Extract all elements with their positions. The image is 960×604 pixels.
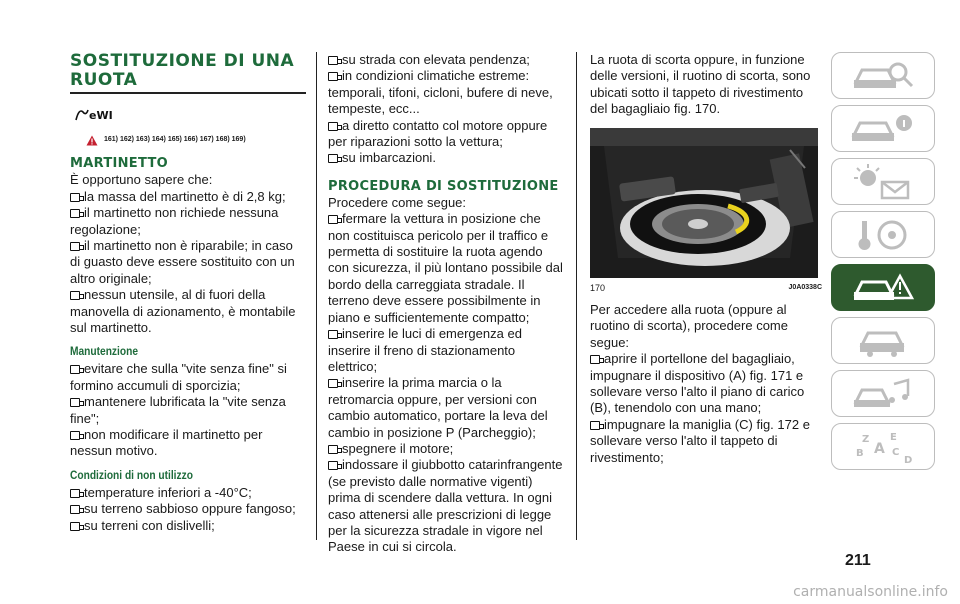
list-item: fermare la vettura in posizione che non costituisca pericolo per il traffico e permetta di sostituire la ruota agendo con sicurezza, il più lontano possibile dal bordo della carreggiata stradale. Il terreno deve essere possibilmente in piano e sufficientemente compatto;: [328, 211, 563, 325]
procedure-intro: Procedere come segue:: [328, 194, 467, 210]
not-used-heading: Condizioni di non utilizzo: [70, 467, 193, 482]
figure-code: J0A0338C: [788, 283, 822, 291]
maintenance-heading: Manutenzione: [70, 344, 138, 359]
tab-lights-message[interactable]: [831, 158, 935, 205]
procedure-list: [328, 211, 564, 556]
car-service-icon: [848, 323, 918, 359]
tab-tools-steering[interactable]: [831, 211, 935, 258]
bullet-icon: [70, 398, 80, 407]
jack-intro: È opportuno sapere che:: [70, 172, 213, 188]
tab-car-search[interactable]: [831, 52, 935, 99]
list-item: indossare il giubbotto catarinfrangente (se previsto dalle normative vigenti) prima di scendere dalla vettura. In ogni caso attenersi alle prescrizioni di legge per la sicurezza stradale in vigore nel Paese in cui si circola.: [328, 457, 563, 555]
tab-index[interactable]: [831, 423, 935, 470]
list-item: mantenere lubrificata la "vite senza fine";: [70, 394, 286, 426]
access-intro: Per accedere alla ruota (oppure al ruotino di scorta), procedere come segue:: [590, 302, 788, 350]
svg-text:eWI: eWI: [89, 108, 113, 122]
page-number: 211: [845, 552, 871, 569]
list-item: spegnere il motore;: [328, 441, 564, 457]
bullet-icon: [328, 379, 338, 388]
hazard-symbols: [70, 104, 306, 126]
bullet-icon: [70, 291, 80, 300]
maintenance-list: [70, 361, 306, 459]
bullet-icon: [70, 489, 80, 498]
svg-text:B: B: [856, 447, 864, 459]
tab-multimedia[interactable]: [831, 370, 935, 417]
bullet-icon: [328, 122, 338, 131]
svg-text:E: E: [890, 431, 897, 443]
bullet-icon: [590, 421, 600, 430]
svg-text:D: D: [904, 454, 913, 465]
list-item: in condizioni climatiche estreme: temporali, tifoni, cicloni, bufere di neve, tempeste, ecc...: [328, 68, 553, 117]
bullet-icon: [328, 56, 338, 65]
bullet-icon: [70, 209, 80, 218]
list-item: la massa del martinetto è di 2,8 kg;: [70, 189, 306, 205]
bullet-icon: [328, 154, 338, 163]
spare-wheel-figure: [590, 128, 818, 278]
not-used-continued-list: [328, 52, 564, 167]
bullet-icon: [70, 505, 80, 514]
tab-car-service[interactable]: [831, 317, 935, 364]
svg-text:A: A: [874, 440, 885, 457]
page-title: SOSTITUZIONE DI UNA RUOTA: [70, 51, 295, 90]
warnings-row: [70, 132, 306, 148]
bullet-icon: [70, 431, 80, 440]
bullet-icon: [70, 365, 80, 374]
watermark: carmanualsonline.info: [793, 584, 948, 600]
svg-text:C: C: [892, 446, 900, 458]
spare-wheel-intro: La ruota di scorta oppure, in funzione delle versioni, il ruotino di scorta, sono ubicati sotto il tappeto di rivestimento del bagagliaio fig. 170.: [590, 52, 811, 117]
column-2: [328, 52, 564, 556]
figure-caption: [590, 280, 822, 296]
figure-number: 170: [590, 282, 606, 293]
tab-emergency[interactable]: [831, 264, 935, 311]
list-item: non modificare il martinetto per nessun motivo.: [70, 427, 263, 459]
tab-car-info[interactable]: [831, 105, 935, 152]
emergency-car-icon: [848, 270, 918, 306]
svg-text:Z: Z: [862, 433, 870, 445]
warning-triangle-icon: [86, 135, 98, 146]
car-info-icon: [848, 111, 918, 147]
list-item: inserire le luci di emergenza ed inserire il freno di stazionamento elettrico;: [328, 326, 522, 374]
list-item: nessun utensile, al di fuori della manovella di azionamento, è montabile sul martinetto.: [70, 287, 296, 335]
spare-wheel-illustration: [590, 128, 818, 278]
not-used-list: [70, 485, 306, 534]
bullet-icon: [70, 193, 80, 202]
list-item: aprire il portellone del bagagliaio, impugnare il dispositivo (A) fig. 171 e sollevare verso l'alto il piano di carico (B), tenendolo con una mano;: [590, 351, 805, 416]
list-item: il martinetto non richiede nessuna regolazione;: [70, 205, 279, 237]
list-item: su imbarcazioni.: [328, 150, 564, 166]
car-multimedia-icon: [848, 376, 918, 412]
column-divider: [316, 52, 317, 540]
chapter-sidebar: [831, 52, 935, 476]
column-1: [70, 52, 306, 534]
list-item: su terreno sabbioso oppure fangoso;: [70, 501, 306, 517]
list-item: il martinetto non è riparabile; in caso di guasto deve essere sostituito con un altro originale;: [70, 237, 295, 286]
column-divider: [576, 52, 577, 540]
bullet-icon: [328, 445, 338, 454]
index-letters-icon: [848, 429, 918, 465]
list-item: su terreni con dislivelli;: [70, 518, 306, 534]
warning-references: 161) 162) 163) 164) 165) 166) 167) 168) 169): [104, 135, 246, 143]
access-list: [590, 351, 822, 466]
title-divider: [70, 92, 306, 94]
bullet-icon: [328, 215, 338, 224]
bullet-icon: [70, 522, 80, 531]
bullet-icon: [328, 72, 338, 81]
list-item: temperature inferiori a -40°C;: [70, 485, 306, 501]
list-item: a diretto contatto col motore oppure per riparazioni sotto la vettura;: [328, 117, 548, 150]
list-item: evitare che sulla "vite senza fine" si formino accumuli di sporcizia;: [70, 361, 287, 393]
bullet-icon: [70, 242, 80, 251]
car-search-icon: [848, 58, 918, 94]
jack-list: [70, 189, 306, 337]
list-item: su strada con elevata pendenza;: [328, 52, 564, 68]
bullet-icon: [328, 461, 338, 470]
procedure-heading: PROCEDURA DI SOSTITUZIONE: [328, 178, 559, 194]
list-item: inserire la prima marcia o la retromarcia oppure, per versioni con cambio automatico, portare la leva del cambio in posizione P (Parcheggio);: [328, 375, 548, 440]
tools-steering-icon: [848, 217, 918, 253]
list-item: impugnare la maniglia (C) fig. 172 e sollevare verso l'alto il tappeto di rivestimento;: [590, 416, 810, 465]
bullet-icon: [590, 355, 600, 364]
column-3: [590, 52, 822, 466]
lights-message-icon: [848, 164, 918, 200]
jack-heading: MARTINETTO: [70, 156, 168, 172]
bullet-icon: [328, 330, 338, 339]
